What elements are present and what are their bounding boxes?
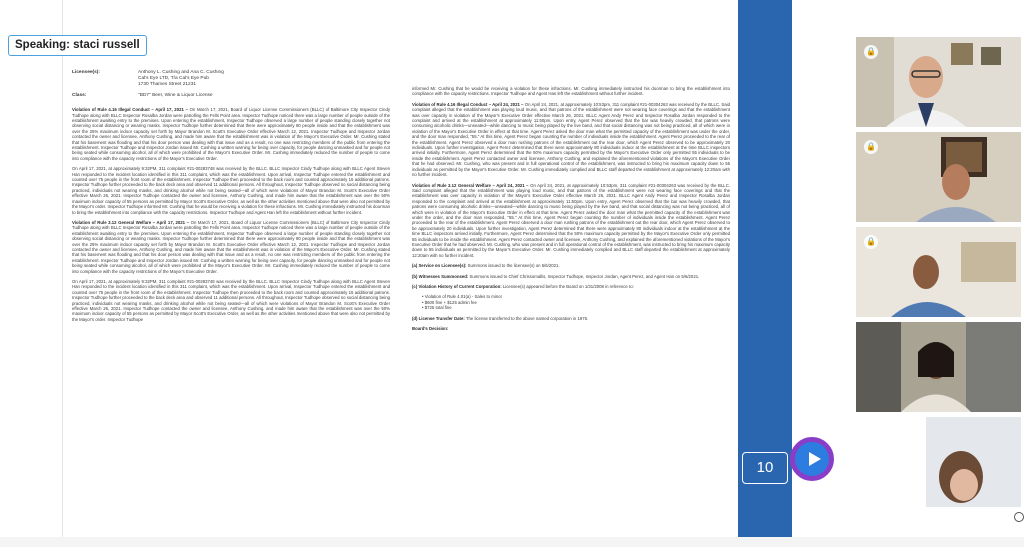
list-item: • $725 total fine	[422, 305, 452, 311]
list-item: • Violation of Rule 4.01(a) - Sales to minor	[422, 294, 503, 300]
participant-tile[interactable]	[856, 132, 1021, 222]
paragraph: (b) Witnesses Summonsed: Summons issued to Chief Chrissomallis, Inspector Tudhope, Inspector Jordan, Agent Perez, and Agent Han on 5/6/2021.	[412, 273, 700, 279]
participant-tile[interactable]	[856, 37, 1021, 127]
paragraph: informed Mr. Cushing that he would be receiving a violation for these infractions. Mr. Cushing immediately instructed his doorman to bring the establishment into compliance with the capacity restrictions. Inspector Tudhope and Agent Han left the establishment without further incident.	[412, 86, 730, 97]
participant-tile[interactable]	[856, 322, 1021, 412]
paragraph: (d) License Transfer Date: The license transferred to the above named corporation in 1975.	[412, 315, 589, 321]
paragraph: (c) Violation History of Current Corporation: Licensee(s) appeared before the Board on 1/31/2008 in reference to:	[412, 284, 634, 289]
licensee-line: Anthony L. Cushing and Ana C. Cushing	[138, 70, 224, 75]
paragraph: On April 17, 2021, at approximately 9:32PM, 311 complaint #21-00283748 was received by the BLLC. BLLC Inspector Cindy Tudhope along with BLLC Agent Steven Han responded to the incident location identified in this 311 complaint, which was the establishment. Upon arrival, Inspector Tudhope entered the establishment and counted over 75 people in the front room of the establishment. Inspector Tudhope then proceeded to the back room and counted approximately 15 additional patrons. Inspector Tudhope further proceeded to the back deck area and observed 11 additional persons. All throughout, Inspector Tudhope observed no social distancing being practiced, individuals not wearing masks, and drinking alcohol while not being seated—all of which were violations of Mayor Brandon M. Scott's Executive Order effective March 26, 2021. Inspector Tudhope contacted the owner and licensee, Anthony Cushing, and made him aware that the establishment was over the 50% maximum indoor capacity of 55 persons as permitted by Mayor Scott's Executive Order, as well as the other activities mentioned above that were also not permitted by the Mayor's order. Inspector Tudhope	[72, 278, 390, 322]
bottom-bar	[0, 537, 1024, 547]
paragraph: Violation of Rule 4.16 Illegal Conduct – April 24, 2021 – On April 24, 2021, at approximately 10:53pm, 311 complaint #21-00304263 was received by the BLLC. Said complaint alleged that the establishment was playing loud music, and that patrons of the establishment were not wearing face coverings and that the establishment was over capacity in violation of the Mayor's Executive Order effective March 26, 2021. BLLC Agent Andy Perez and Inspector Rosalba Jordan responded to the complaint and arrived at the establishment at approximately 11:50pm. Upon entry, Agent Perez observed that the bar was heavily crowded, that patrons were consuming alcoholic drinks—unseated—while dancing to music being played by the live band, and that social distancing was not being practiced, all of which were in violation of the Mayor's Executive Order in effect at that time. Agent Perez asked the door man what the permitted capacity of the establishment was under the order, and the door man responded, "55." At this time, Agent Perez began counting the number of individuals inside the establishment. Agent Perez proceeded to the rear of the establishment. Agent Perez observed a door man rushing patrons of the establishment out the rear door, which Agent Perez observed to be approximately 20 individuals. Upon further investigation, Agent Perez determined that there were approximately 80 individuals indoor at the establishment at the time BLLC inspectors arrived initially. Furthermore, Agent Perez determined that the 50% maximum capacity permitted by the Mayor's Executive Order only permitted 55 individuals to be inside the establishment. Agent Perez contacted owner and licensee, Anthony Cushing, and explained the aforementioned violations of the Mayor's Executive Order that he had observed. Mr. Cushing, who was present and in full operational control of the establishment, was instructed to bring his maximum capacity down to 55 individuals as permitted by the Mayor's Executive Order. Mr. Cushing immediately complied and BLLC staff departed the establishment at approximately 12:20am with no further incident.	[412, 101, 730, 178]
class-label: Class:	[72, 93, 87, 99]
video-feed	[856, 132, 1021, 222]
video-feed	[856, 322, 1021, 412]
participant-tile[interactable]	[856, 417, 1021, 507]
licensee-label: Licensee(s):	[72, 70, 100, 75]
licensee-line: 1730 Thames Street 21231	[138, 81, 197, 87]
paragraph: Violation of Rule 3.12 General Welfare – April 17, 2021 – On March 17, 2021, Board of Liquor License Commissioners (BLLC) of Baltimore City Inspector Cindy Tudhope along with BLLC Inspector Rosalba Jordan were patrolling the Fells Point area. Inspector Tudhope noticed there was a large number of people outside of the establishment awaiting entry to the premises. Upon entering the establishment, Inspector Tudhope observed a large number of people standing closely together not observing social distancing or wearing masks. Inspector Tudhope further determined that there were approximately 80 people inside and that the establishment was over the 25% maximum indoor capacity set forth by Mayor Brandon M. Scott's Executive Order effective March 12, 2021. Inspector Tudhope and Inspector Jordan contacted the owner and licensee, Anthony Cushing, and made him aware that the establishment was in violation of the Mayor's Executive Order. Mr. Cushing stated that his basement was flooding and that his door person was dealing with that issue and as a result, no one was restricting members of the public from entering the establishment. Inspector Tudhope and Inspector Jordan issued Mr. Cushing a written warning for being over capacity, for people dancing unmasked and for people not being seated while consuming alcohol, all of which were prohibited of the Mayor's Executive Order. Mr. Cushing immediately reduced the number of people to come into compliance with the capacity restrictions of the Mayor's Executive Order.	[72, 219, 390, 274]
paragraph: Board's Decision:	[412, 326, 449, 332]
video-feed	[856, 37, 1021, 127]
speaking-indicator: Speaking: staci russell	[8, 35, 147, 56]
tv-wordmark: TV	[840, 456, 865, 473]
paragraph: On April 17, 2021, at approximately 9:32PM, 311 complaint #21-00283748 was received by the BLLC. BLLC Inspector Cindy Tudhope along with BLLC Agent Steven Han responded to the incident location identified in this 311 complaint, which was the establishment. Upon arrival, Inspector Tudhope entered the establishment and counted over 75 people in the front room of the establishment. Inspector Tudhope then proceeded to the back room and counted approximately 15 additional patrons. Inspector Tudhope further proceeded to the back deck area and observed 11 additional persons. All throughout, Inspector Tudhope observed no social distancing being practiced, individuals not wearing masks, and drinking alcohol while not being seated—all of which were violations of Mayor Brandon M. Scott's Executive Order effective March 26, 2021. Inspector Tudhope contacted the owner and licensee, Anthony Cushing, and made him aware that the establishment was over the 50% maximum indoor capacity of 55 persons as permitted by Mayor Scott's Executive Order, as well as the other activities mentioned above that were also not permitted by the Mayor's order. Inspector Tudhope informed Mr. Cushing that he would be receiving a violation for these infractions. Mr. Cushing immediately instructed his doorman to bring the establishment into compliance with the capacity restrictions. Inspector Tudhope and Agent Han left the establishment without further incident.	[72, 166, 390, 215]
class-value: "BD7" Beer, Wine & Liquor License	[138, 93, 213, 99]
lock-icon: 🔒	[864, 235, 878, 249]
charm-tv-logo-icon	[790, 437, 834, 481]
lock-icon: 🔒	[864, 140, 878, 154]
video-feed	[856, 417, 1021, 507]
class-row	[72, 93, 390, 99]
charm-wordmark: CHARM	[840, 436, 912, 456]
paragraph: (a) Service on Licensee(s): Summons issued to the licensee(s) on 5/6/2021.	[412, 263, 560, 269]
licensee-value	[138, 70, 390, 87]
history-list	[422, 294, 730, 310]
video-feed	[856, 227, 1021, 317]
licensee-line: Cal's Eye LTD, T/a Cal's Eye Pub	[138, 75, 209, 81]
document-column-left	[72, 70, 390, 327]
paragraph: Violation of Rule 4.16 Illegal Conduct – April 17, 2021 – On March 17, 2021, Board of Liquor License Commissioners (BLLC) of Baltimore City Inspector Cindy Tudhope along with BLLC Inspector Rosalba Jordan were patrolling the Fells Point area. Inspector Tudhope noticed there was a large number of people outside of the establishment awaiting entry to the premises. Upon entering the establishment, Inspector Tudhope observed a large number of people standing closely together not observing social distancing or wearing masks. Inspector Tudhope further determined that there were approximately 80 people inside and that the establishment was over the 25% maximum indoor capacity set forth by Mayor Brandon M. Scott's Executive Order effective March 12, 2021. Inspector Tudhope and Inspector Jordan contacted the owner and licensee, Anthony Cushing, and made him aware that the establishment was in violation of the Mayor's Executive Order. Mr. Cushing stated that his basement was flooding and that his door person was dealing with that issue and as a result, no one was restricting members of the public from entering the establishment. Inspector Tudhope and Inspector Jordan issued Mr. Cushing a written warning for being over capacity, for people dancing unmasked and for people not being seated while consuming alcohol, all of which were prohibited of the Mayor's Executive Order. Mr. Cushing immediately reduced the number of people to come into compliance with the capacity restrictions of the Mayor's Executive Order.	[72, 107, 390, 161]
mouse-cursor-icon	[1014, 512, 1024, 522]
document-column-right	[412, 86, 730, 336]
list-item: • $600 fine + $125 admin fee	[422, 299, 477, 305]
paragraph: Violation of Rule 3.12 General Welfare – April 24, 2021 – On April 24, 2021, at approximately 10:53pm, 311 complaint #21-00304263 was received by the BLLC. Said complaint alleged that the establishment was playing loud music, and that patrons of the establishment were not wearing face coverings and that the establishment was over capacity in violation of the Mayor's Executive Order effective March 26, 2021. BLLC Agent Andy Perez and Inspector Rosalba Jordan responded to the complaint and arrived at the establishment at approximately 11:50pm. Upon entry, Agent Perez observed that the bar was heavily crowded, that patrons were consuming alcoholic drinks—unseated—while dancing to music being played by the live band, and that social distancing was not being practiced, all of which were in violation of the Mayor's Executive Order in effect at that time. Agent Perez asked the door man what the permitted capacity of the establishment was under the order, and the door man responded, "55." At this time, Agent Perez began counting the number of individuals inside the establishment. Agent Perez proceeded to the rear of the establishment. Agent Perez observed a door man rushing patrons of the establishment out the rear door, which Agent Perez observed to be approximately 20 individuals. Upon further investigation, Agent Perez determined that there were approximately 80 individuals indoor at the establishment at the time BLLC inspectors arrived initially. Furthermore, Agent Perez determined that the 50% maximum capacity permitted by the Mayor's Executive Order only permitted 55 individuals to be inside the establishment. Agent Perez contacted owner and licensee, Anthony Cushing, and explained the aforementioned violations of the Mayor's Executive Order that he had observed. Mr. Cushing, who was present and in full operational control of the establishment, was instructed to bring his maximum capacity down to 55 individuals as permitted by the Mayor's Executive Order. Mr. Cushing immediately complied and BLLC staff departed the establishment at approximately 12:20am with no further incident.	[412, 182, 730, 258]
page-number: 10	[742, 452, 788, 484]
document-edge	[62, 0, 63, 547]
lock-icon: 🔒	[864, 45, 878, 59]
licensee-row	[72, 70, 390, 87]
participant-tile[interactable]	[856, 227, 1021, 317]
